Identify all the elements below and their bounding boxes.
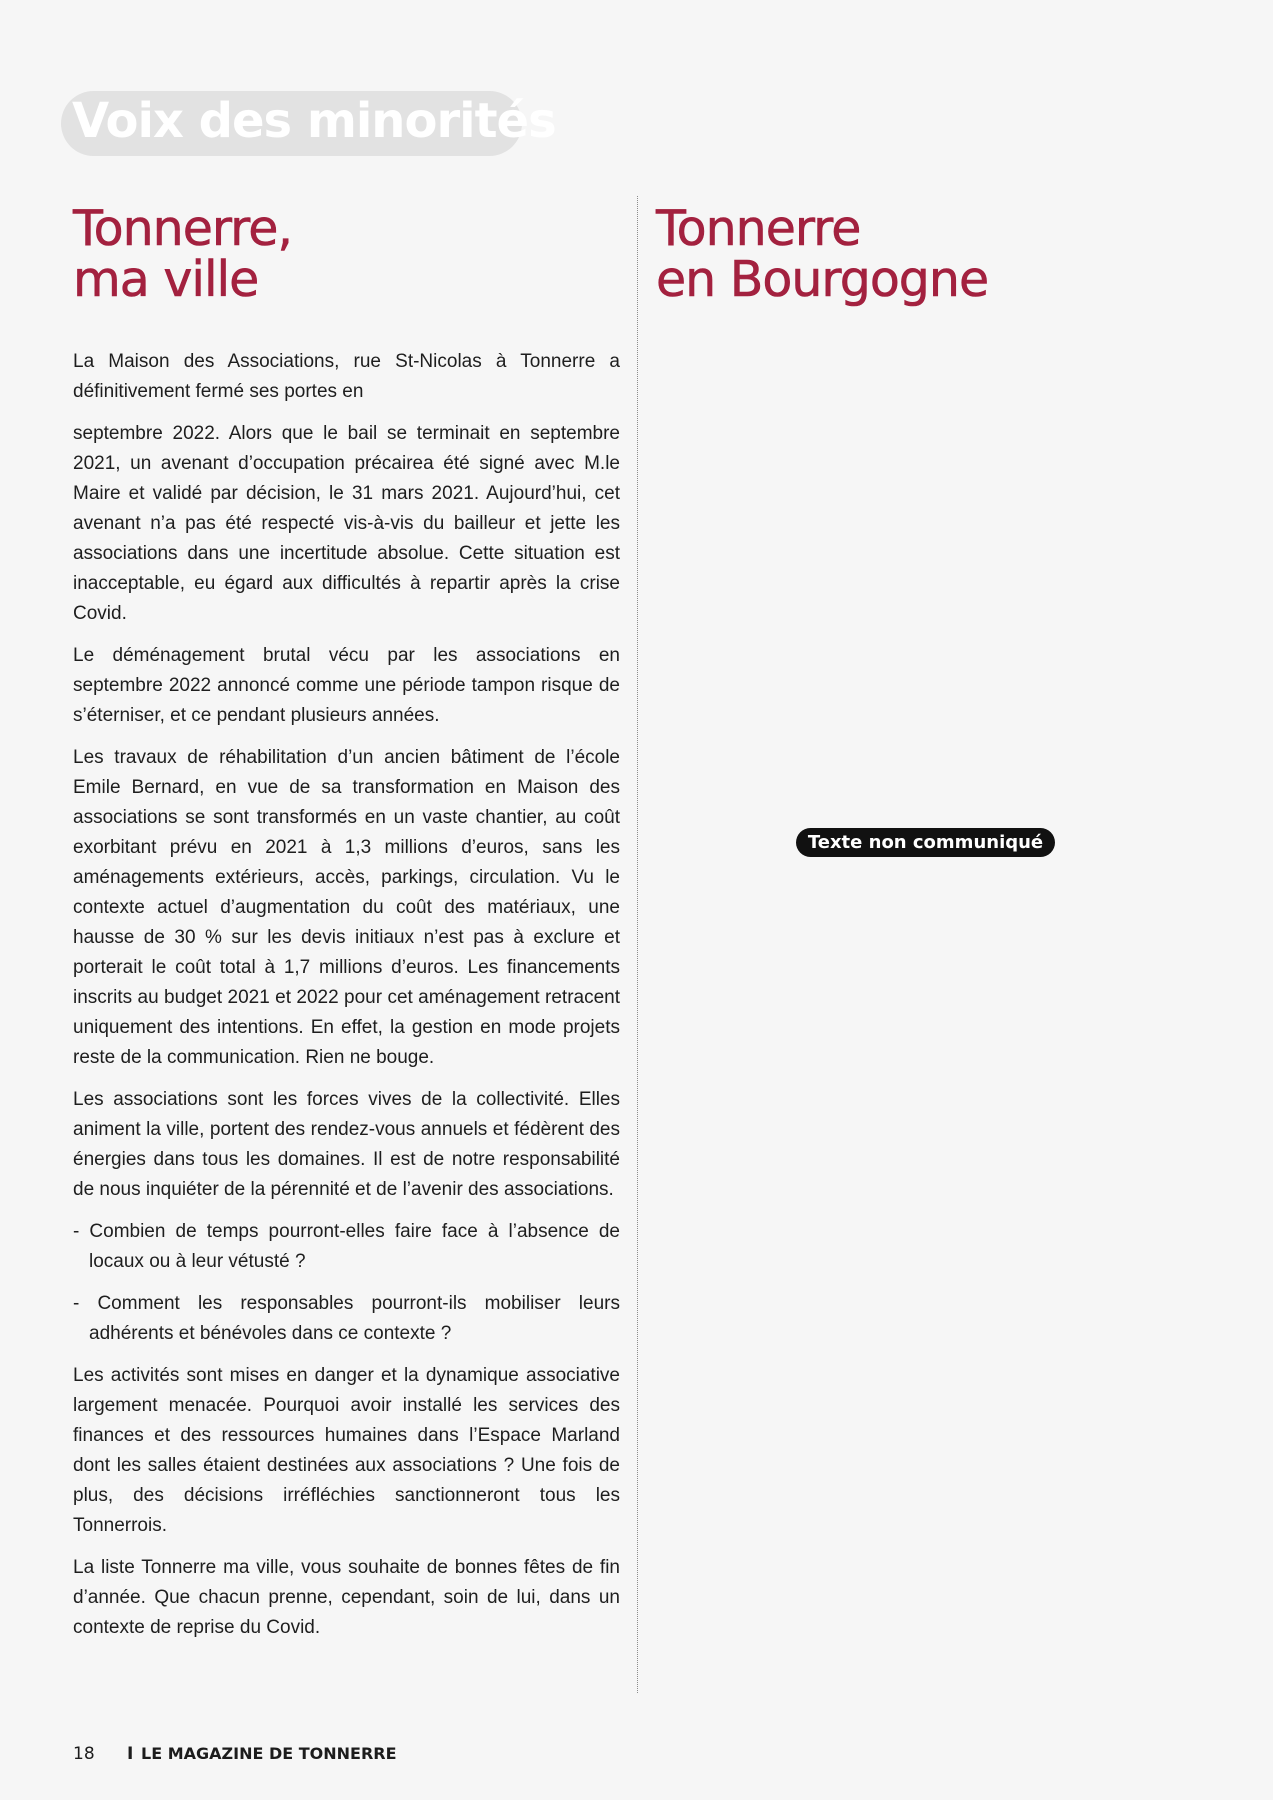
- text-not-communicated-badge: Texte non communiqué: [796, 828, 1055, 857]
- article-paragraph: Les associations sont les forces vives de la collectivité. Elles animent la ville, portent des rendez-vous annuels et fédèrent des énergies dans tous les domaines. Il est de notre responsabilité de nous inquiéter de la pérennité et de l’avenir des associations.: [73, 1089, 620, 1200]
- column-divider: [637, 196, 638, 1693]
- article-paragraph: Les activités sont mises en danger et la dynamique associative largement menacée. Pourquoi avoir installé les services des finances et des ressources humaines dans l’Espace Marland dont les salles étaient destinées aux associations ? Une fois de plus, des décisions irréfléchies sanctionneront tous les Tonnerrois.: [73, 1365, 620, 1536]
- article-paragraph: Les travaux de réhabilitation d’un ancien bâtiment de l’école Emile Bernard, en vue de sa transformation en Maison des associations se sont transformés en un vaste chantier, au coût exorbitant prévu en 2021 à 1,3 millions d’euros, sans les aménagements extérieurs, accès, parkings, circulation. Vu le contexte actuel d’augmentation du coût des matériaux, une hausse de 30 % sur les devis initiaux n’est pas à exclure et porterait le coût total à 1,7 millions d’euros. Les financements inscrits au budget 2021 et 2022 pour cet aménagement retracent uniquement des intentions. En effet, la gestion en mode projets reste de la communication. Rien ne bouge.: [73, 747, 620, 1068]
- left-title-line-1: Tonnerre,: [73, 200, 292, 257]
- left-column-title: [73, 200, 292, 308]
- right-title-line-2: en Bourgogne: [656, 251, 989, 308]
- article-bullet: - Combien de temps pourront-elles faire face à l’absence de locaux ou à leur vétusté ?: [73, 1221, 620, 1272]
- article-paragraph: septembre 2022. Alors que le bail se terminait en septembre 2021, un avenant d’occupation précairea été signé avec M.le Maire et validé par décision, le 31 mars 2021. Aujourd’hui, cet avenant n’a pas été respecté vis-à-vis du bailleur et jette les associations dans une incertitude absolue. Cette situation est inacceptable, eu égard aux difficultés à repartir après la crise Covid.: [73, 423, 620, 624]
- left-column-article: [73, 347, 620, 1655]
- right-title-line-1: Tonnerre: [656, 200, 861, 257]
- page-number: 18: [73, 1744, 95, 1764]
- article-paragraph: La Maison des Associations, rue St-Nicolas à Tonnerre a définitivement fermé ses portes en: [73, 351, 620, 402]
- right-column-title: [656, 200, 989, 308]
- article-bullet: - Comment les responsables pourront-ils mobiliser leurs adhérents et bénévoles dans ce contexte ?: [73, 1293, 620, 1344]
- article-paragraph: Le déménagement brutal vécu par les associations en septembre 2022 annoncé comme une période tampon risque de s’éterniser, et ce pendant plusieurs années.: [73, 645, 620, 726]
- left-title-line-2: ma ville: [73, 251, 259, 308]
- section-label: Voix des minorités: [72, 93, 556, 149]
- section-label-pill: [61, 91, 556, 156]
- footer-separator: I: [127, 1744, 134, 1764]
- magazine-name: LE MAGAZINE DE TONNERRE: [141, 1744, 397, 1763]
- page-footer: [73, 1743, 397, 1765]
- article-paragraph: La liste Tonnerre ma ville, vous souhaite de bonnes fêtes de fin d’année. Que chacun prenne, cependant, soin de lui, dans un contexte de reprise du Covid.: [73, 1557, 620, 1638]
